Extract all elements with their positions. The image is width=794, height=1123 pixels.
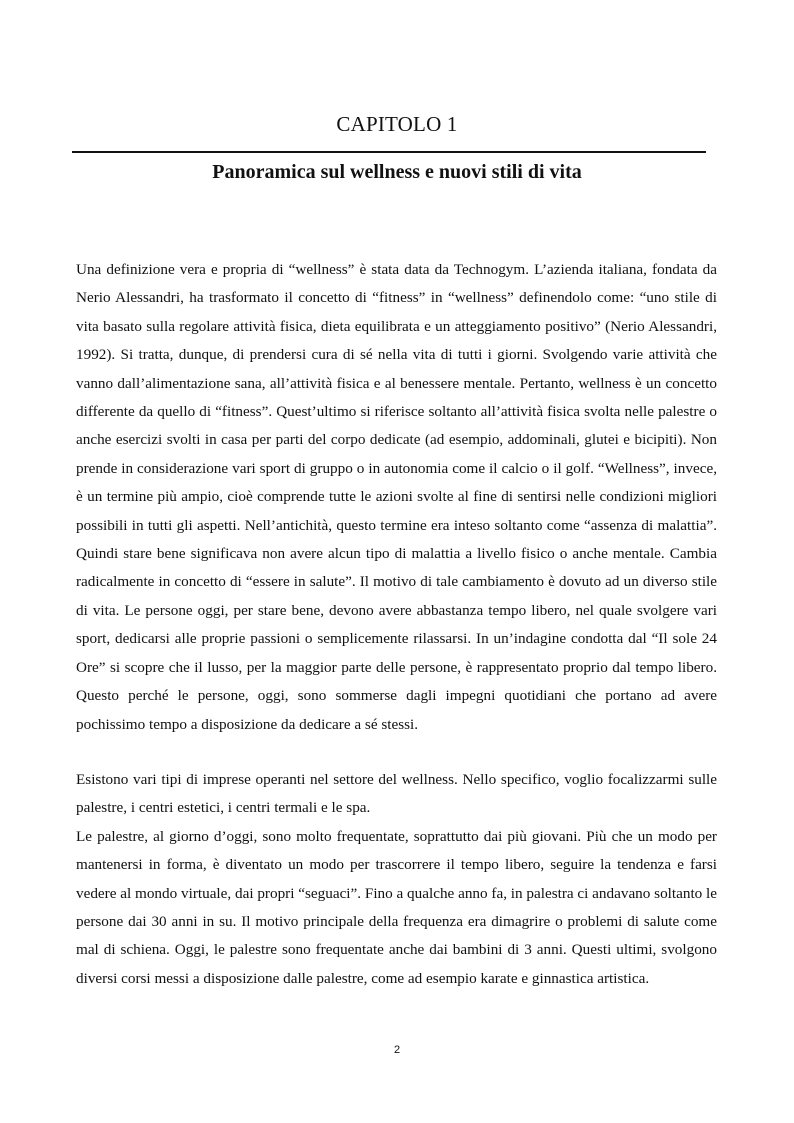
paragraph-wellness-businesses: Esistono vari tipi di imprese operanti nel settore del wellness. Nello specifico, voglio focalizzarmi sulle palestre, i centri estetici, i centri termali e le spa. (76, 770, 717, 817)
page-number: 2 (393, 1044, 401, 1056)
chapter-divider (72, 151, 706, 153)
chapter-label: CAPITOLO 1 (336, 112, 458, 136)
chapter-title: Panoramica sul wellness e nuovi stili di vita (212, 161, 582, 183)
paragraph-gyms: Le palestre, al giorno d’oggi, sono molto frequentate, soprattutto dai più giovani. Più che un modo per mantenersi in forma, è diventato un modo per trascorrere il tempo libero, seguire la tendenza e farsi vedere al mondo virtuale, dai propri “seguaci”. Fino a qualche anno fa, in palestra ci andavano soltanto le persone dai 30 anni in su. Il motivo principale della frequenza era dimagrire o problemi di salute come mal di schiena. Oggi, le palestre sono frequentate anche dai bambini di 3 anni. Questi ultimi, svolgono diversi corsi messi a disposizione dalle palestre, come ad esempio karate e ginnastica artistica. (76, 827, 718, 987)
paragraph-wellness-definition: Una definizione vera e propria di “wellness” è stata data da Technogym. L’azienda italiana, fondata da Nerio Alessandri, ha trasformato il concetto di “fitness” in “wellness” definendolo come: “uno stile di vita basato sulla regolare attività fisica, dieta equilibrata e un atteggiamento positivo” (Nerio Alessandri, 1992). Si tratta, dunque, di prendersi cura di sé nella vita di tutti i giorni. Svolgendo varie attività che vanno dall’alimentazione sana, all’attività fisica e al benessere mentale. Pertanto, wellness è un concetto differente da quello di “fitness”. Quest’ultimo si riferisce soltanto all’attività fisica svolta nelle palestre o anche esercizi svolti in casa per parti del corpo dedicate (ad esempio, addominali, glutei e bicipiti). Non prende in considerazione vari sport di gruppo o in autonomia come il calcio o il golf. “Wellness”, invece, è un termine più ampio, cioè comprende tutte le azioni svolte al fine di sentirsi nelle condizioni migliori possibili in tutti gli aspetti. Nell’antichità, questo termine era inteso soltanto come “assenza di malattia”. Quindi stare bene significava non avere alcun tipo di malattia a livello fisico o anche mentale. Cambia radicalmente in concetto di “essere in salute”. Il motivo di tale cambiamento è dovuto ad un diverso stile di vita. Le persone oggi, per stare bene, devono avere abbastanza tempo libero, nel quale svolgere vari sport, dedicarsi alle proprie passioni o semplicemente rilassarsi. In un’indagine condotta dal “Il sole 24 Ore” si scopre che il lusso, per la maggior parte delle persone, è rappresentato proprio dal tempo libero. Questo perché le persone, oggi, sono sommerse dagli impegni quotidiani che portano ad avere pochissimo tempo a disposizione da dedicare a sé stessi. (76, 261, 717, 733)
body-text (76, 256, 717, 993)
